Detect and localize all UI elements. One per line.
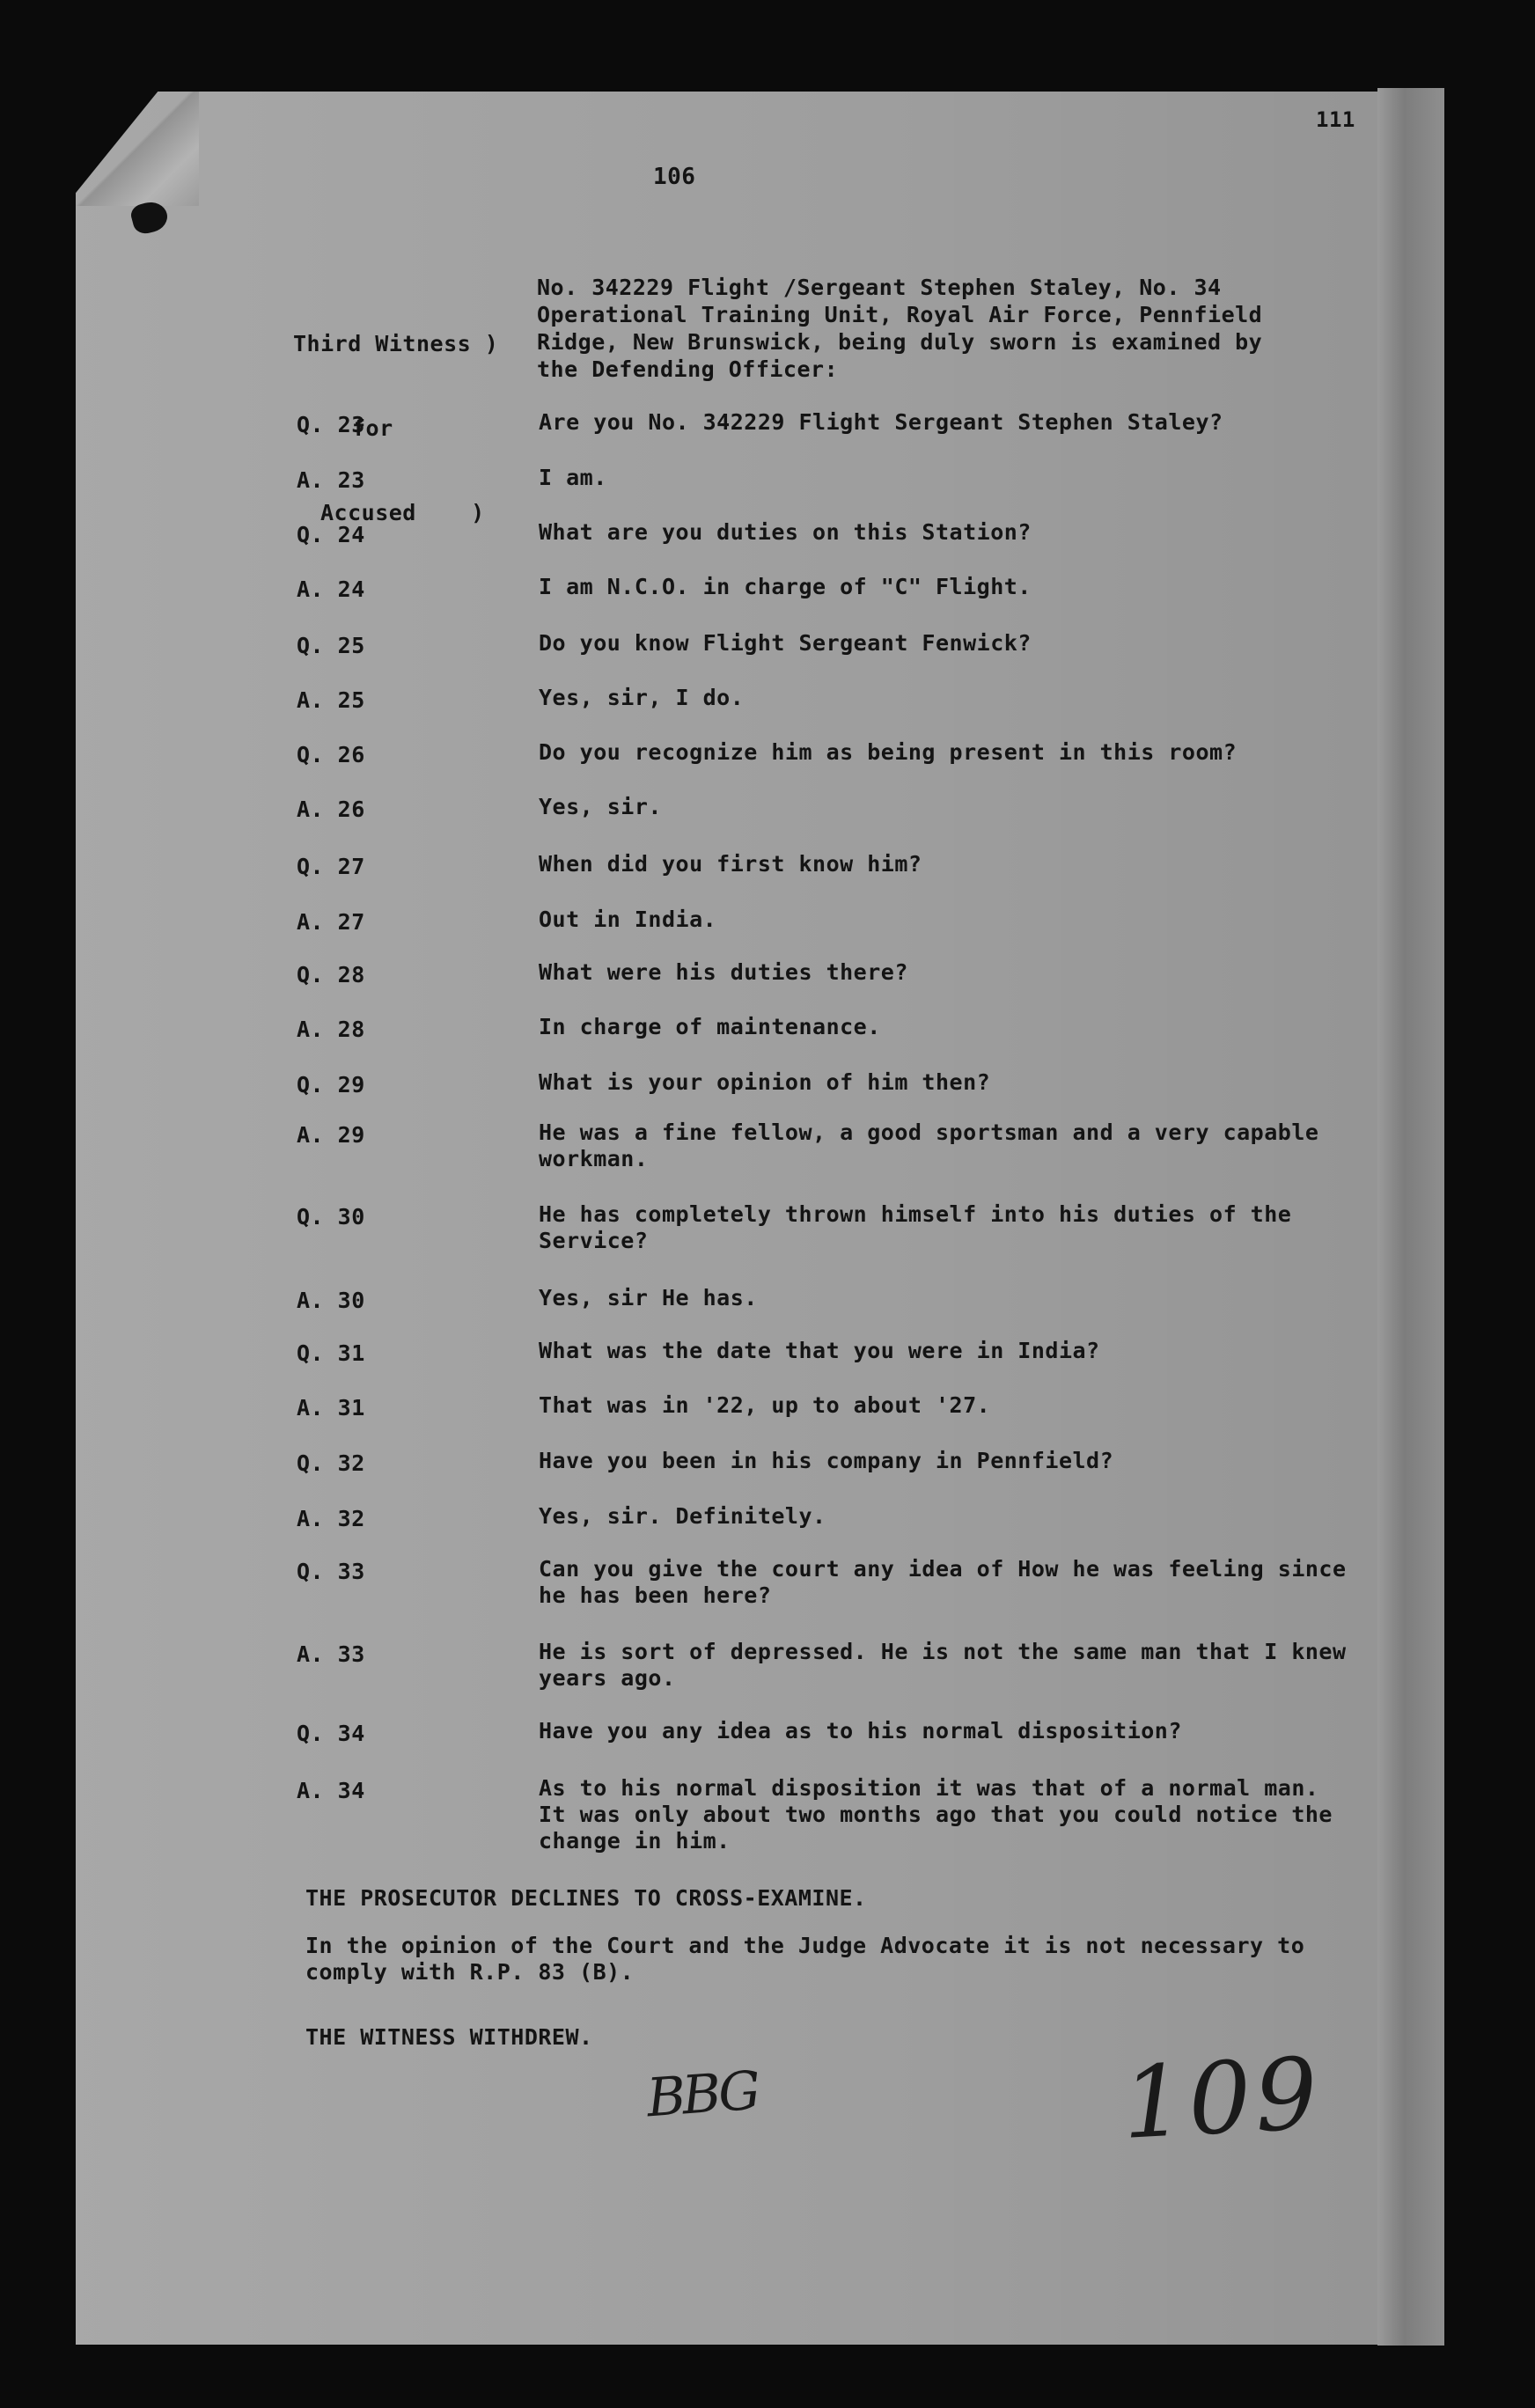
qa-text: Have you been in his company in Pennfield? xyxy=(539,1448,1114,1473)
qa-text: Have you any idea as to his normal disposition? xyxy=(539,1718,1182,1744)
qa-text: Do you know Flight Sergeant Fenwick? xyxy=(539,630,1032,656)
qa-label: A. 28 xyxy=(297,1017,365,1042)
qa-text: When did you first know him? xyxy=(539,851,922,877)
qa-label: Q. 29 xyxy=(297,1072,365,1098)
qa-text: Yes, sir, I do. xyxy=(539,685,745,710)
qa-label: Q. 31 xyxy=(297,1340,365,1366)
qa-text: He was a fine fellow, a good sportsman and a very capable workman. xyxy=(539,1120,1319,1171)
qa-label: Q. 32 xyxy=(297,1450,365,1476)
qa-label: Q. 28 xyxy=(297,962,365,987)
witness-intro: No. 342229 Flight /Sergeant Stephen Staley, No. 34 Operational Training Unit, Royal Air Force, Pennfield Ridge, New Brunswick, being duly sworn is examined by the Defending Officer: xyxy=(537,275,1263,382)
qa-label: A. 26 xyxy=(297,797,365,822)
handwritten-folio-number: 109 xyxy=(1119,2037,1325,2162)
witness-withdrew: THE WITNESS WITHDREW. xyxy=(305,2024,593,2050)
witness-label-line: for xyxy=(352,415,393,441)
qa-label: A. 34 xyxy=(297,1778,365,1803)
qa-text: Can you give the court any idea of How he was feeling since he has been here? xyxy=(539,1556,1347,1608)
qa-label: A. 29 xyxy=(297,1122,365,1148)
qa-label: A. 31 xyxy=(297,1395,365,1421)
qa-label: A. 33 xyxy=(297,1641,365,1667)
qa-text: In charge of maintenance. xyxy=(539,1014,881,1039)
qa-text: Out in India. xyxy=(539,907,717,932)
qa-text: What was the date that you were in India? xyxy=(539,1338,1100,1363)
court-opinion: In the opinion of the Court and the Judge Advocate it is not necessary to comply with R.P. 83 (B). xyxy=(305,1933,1305,1985)
qa-label: A. 27 xyxy=(297,909,365,935)
corner-page-number: 111 xyxy=(1316,107,1355,132)
qa-label: Q. 25 xyxy=(297,633,365,658)
qa-text: He has completely thrown himself into his duties of the Service? xyxy=(539,1201,1292,1253)
folded-corner xyxy=(76,92,199,206)
qa-label: A. 30 xyxy=(297,1288,365,1313)
qa-text: Yes, sir He has. xyxy=(539,1285,758,1310)
qa-label: Q. 27 xyxy=(297,854,365,879)
qa-text: That was in '22, up to about '27. xyxy=(539,1392,991,1418)
page-edge xyxy=(1377,88,1444,2346)
witness-label-line: Third Witness ) xyxy=(293,331,499,356)
witness-label-line: Accused ) xyxy=(320,500,485,525)
qa-text: Do you recognize him as being present in this room? xyxy=(539,739,1238,765)
qa-label: A. 24 xyxy=(297,576,365,602)
qa-text: What were his duties there? xyxy=(539,959,908,985)
handwritten-initials: BBG xyxy=(644,2059,760,2130)
qa-label: Q. 26 xyxy=(297,742,365,767)
prosecutor-statement: THE PROSECUTOR DECLINES TO CROSS-EXAMINE. xyxy=(305,1885,867,1911)
qa-text: I am. xyxy=(539,465,607,490)
qa-text: I am N.C.O. in charge of "C" Flight. xyxy=(539,574,1032,599)
qa-label: Q. 33 xyxy=(297,1559,365,1584)
qa-label: Q. 24 xyxy=(297,522,365,547)
qa-label: A. 32 xyxy=(297,1506,365,1531)
qa-label: A. 23 xyxy=(297,467,365,493)
qa-text: What is your opinion of him then? xyxy=(539,1069,991,1095)
qa-text: As to his normal disposition it was that of a normal man. It was only about two months ago that you could notice the change in him. xyxy=(539,1775,1333,1854)
qa-text: Yes, sir. Definitely. xyxy=(539,1503,826,1529)
qa-text: Are you No. 342229 Flight Sergeant Stephen Staley? xyxy=(539,409,1223,435)
qa-label: Q. 34 xyxy=(297,1721,365,1746)
qa-label: Q. 23 xyxy=(297,412,365,437)
qa-text: What are you duties on this Station? xyxy=(539,519,1032,545)
qa-text: He is sort of depressed. He is not the same man that I knew years ago. xyxy=(539,1639,1347,1691)
qa-text: Yes, sir. xyxy=(539,794,662,819)
qa-label: Q. 30 xyxy=(297,1204,365,1230)
qa-label: A. 25 xyxy=(297,687,365,713)
page-number: 106 xyxy=(653,164,696,190)
